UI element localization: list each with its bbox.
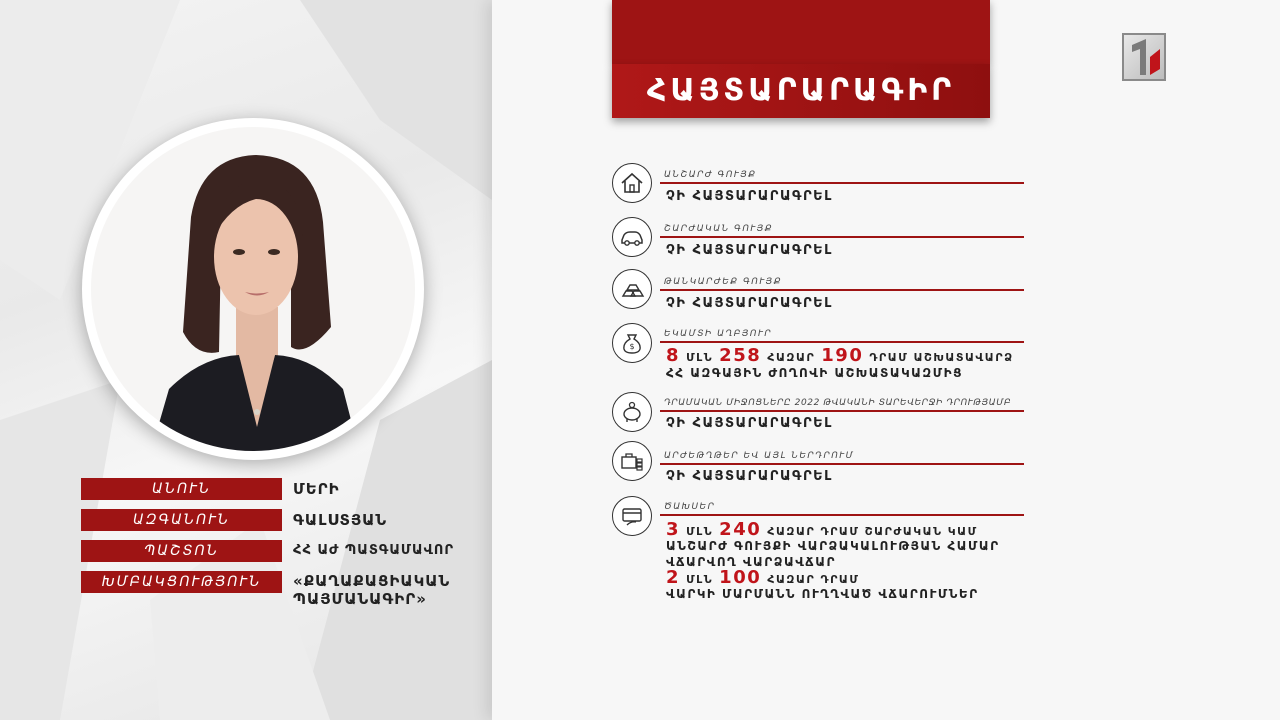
bio-value-first-name: ՄԵՐԻ xyxy=(293,480,340,498)
piggy-bank-icon xyxy=(612,392,652,432)
item-divider xyxy=(660,410,1024,412)
item-value: ՉԻ ՀԱՅՏԱՐԱՐԱԳՐԵԼ xyxy=(666,469,833,484)
bio-label-first-name: ԱՆՈՒՆ xyxy=(81,478,282,500)
item-value: ՉԻ ՀԱՅՏԱՐԱՐԱԳՐԵԼ xyxy=(666,296,833,311)
header-red-bar xyxy=(612,0,990,64)
item-category: ԴՐԱՄԱԿԱՆ ՄԻՋՈՑՆԵՐԸ 2022 ԹՎԱԿԱՆԻ ՏԱՐԵՎԵՐՋԻ ԴՐՈՒԹՅԱՄԲ xyxy=(664,398,1012,408)
income-source: ՀՀ ԱԶԳԱՅԻՆ ԺՈՂՈՎԻ ԱՇԽԱՏԱԿԱԶՄԻՑ xyxy=(666,366,963,380)
item-category: ԾԱԽՍԵՐ xyxy=(664,502,716,512)
briefcase-coins-icon xyxy=(612,441,652,481)
item-divider xyxy=(660,463,1024,465)
bio-value-last-name: ԳԱԼՍՏՅԱՆ xyxy=(293,511,388,529)
item-category: ԹԱՆԿԱՐԺԵՔ ԳՈՒՅՔ xyxy=(664,277,783,287)
gold-bars-icon xyxy=(612,269,652,309)
page-title: ՀԱՅՏԱՐԱՐԱԳԻՐ xyxy=(612,64,990,118)
car-icon xyxy=(612,217,652,257)
item-divider xyxy=(660,182,1024,184)
item-category: ԵԿԱՄՏԻ ԱՂԲՅՈՒՐ xyxy=(664,329,773,339)
income-description: ԴՐԱՄ ԱՇԽԱՏԱՎԱՐՁ xyxy=(869,351,1014,364)
expense1-unit-million: ՄԼՆ xyxy=(686,525,714,538)
bio-value-faction-line1: «ՔԱՂԱՔԱՑԻԱԿԱՆ xyxy=(293,572,451,590)
expense1-description: ՀԱԶԱՐ ԴՐԱՄ ՇԱՐԺԱԿԱՆ ԿԱՄ xyxy=(767,525,978,538)
item-category: ԱՐԺԵԹՂԹԵՐ ԵՎ ԱՅԼ ՆԵՐԴՐՈՒՄ xyxy=(664,451,855,461)
house-icon xyxy=(612,163,652,203)
income-million: 8 xyxy=(666,345,681,366)
bio-label-last-name: ԱԶԳԱՆՈՒՆ xyxy=(81,509,282,531)
item-divider xyxy=(660,289,1024,291)
expense2-thousand: 100 xyxy=(719,567,762,588)
item-divider xyxy=(660,236,1024,238)
item-value: ՉԻ ՀԱՅՏԱՐԱՐԱԳՐԵԼ xyxy=(666,189,833,204)
bio-value-position: ՀՀ ԱԺ ՊԱՏԳԱՄԱՎՈՐ xyxy=(293,543,455,558)
expense2-million: 2 xyxy=(666,567,681,588)
income-unit-million: ՄԼՆ xyxy=(686,351,714,364)
expense1-line3: ՎՃԱՐՎՈՂ ՎԱՐՁԱՎՃԱՐ xyxy=(666,555,837,569)
bio-label-position: ՊԱՇՏՈՆ xyxy=(81,540,282,562)
expense2-line2: ՎԱՐԿԻ ՄԱՐՄԱՆՆ ՈՒՂՂՎԱԾ ՎՃԱՐՈՒՄՆԵՐ xyxy=(666,587,979,601)
credit-card-icon xyxy=(612,496,652,536)
item-value: ՉԻ ՀԱՅՏԱՐԱՐԱԳՐԵԼ xyxy=(666,243,833,258)
income-line1 xyxy=(666,345,1014,366)
item-category: ՇԱՐԺԱԿԱՆ ԳՈՒՅՔ xyxy=(664,224,774,234)
income-units: 190 xyxy=(821,345,864,366)
bio-value-faction-line2: ՊԱՅՄԱՆԱԳԻՐ» xyxy=(293,590,427,608)
avatar-frame xyxy=(82,118,424,460)
item-divider xyxy=(660,341,1024,343)
expense1-thousand: 240 xyxy=(719,519,762,540)
income-unit-thousand: ՀԱԶԱՐ xyxy=(767,351,816,364)
item-divider xyxy=(660,514,1024,516)
expense1-line2: ԱՆՇԱՐԺ ԳՈՒՅՔԻ ՎԱՐՁԱԿԱԼՈՒԹՅԱՆ ՀԱՄԱՐ xyxy=(666,539,1000,553)
expense2-line1 xyxy=(666,567,859,588)
expense1-line1 xyxy=(666,519,978,540)
bio-label-faction: ԽՄԲԱԿՑՈՒԹՅՈՒՆ xyxy=(81,571,282,593)
money-bag-icon xyxy=(612,323,652,363)
avatar xyxy=(91,127,415,451)
svg-text:$: $ xyxy=(629,342,635,351)
channel-1-logo xyxy=(1122,33,1166,81)
expense2-unit-million: ՄԼՆ xyxy=(686,573,714,586)
expense1-million: 3 xyxy=(666,519,681,540)
item-value: ՉԻ ՀԱՅՏԱՐԱՐԱԳՐԵԼ xyxy=(666,416,833,431)
item-category: ԱՆՇԱՐԺ ԳՈՒՅՔ xyxy=(664,170,757,180)
expense2-description: ՀԱԶԱՐ ԴՐԱՄ xyxy=(767,573,860,586)
income-thousand: 258 xyxy=(719,345,762,366)
